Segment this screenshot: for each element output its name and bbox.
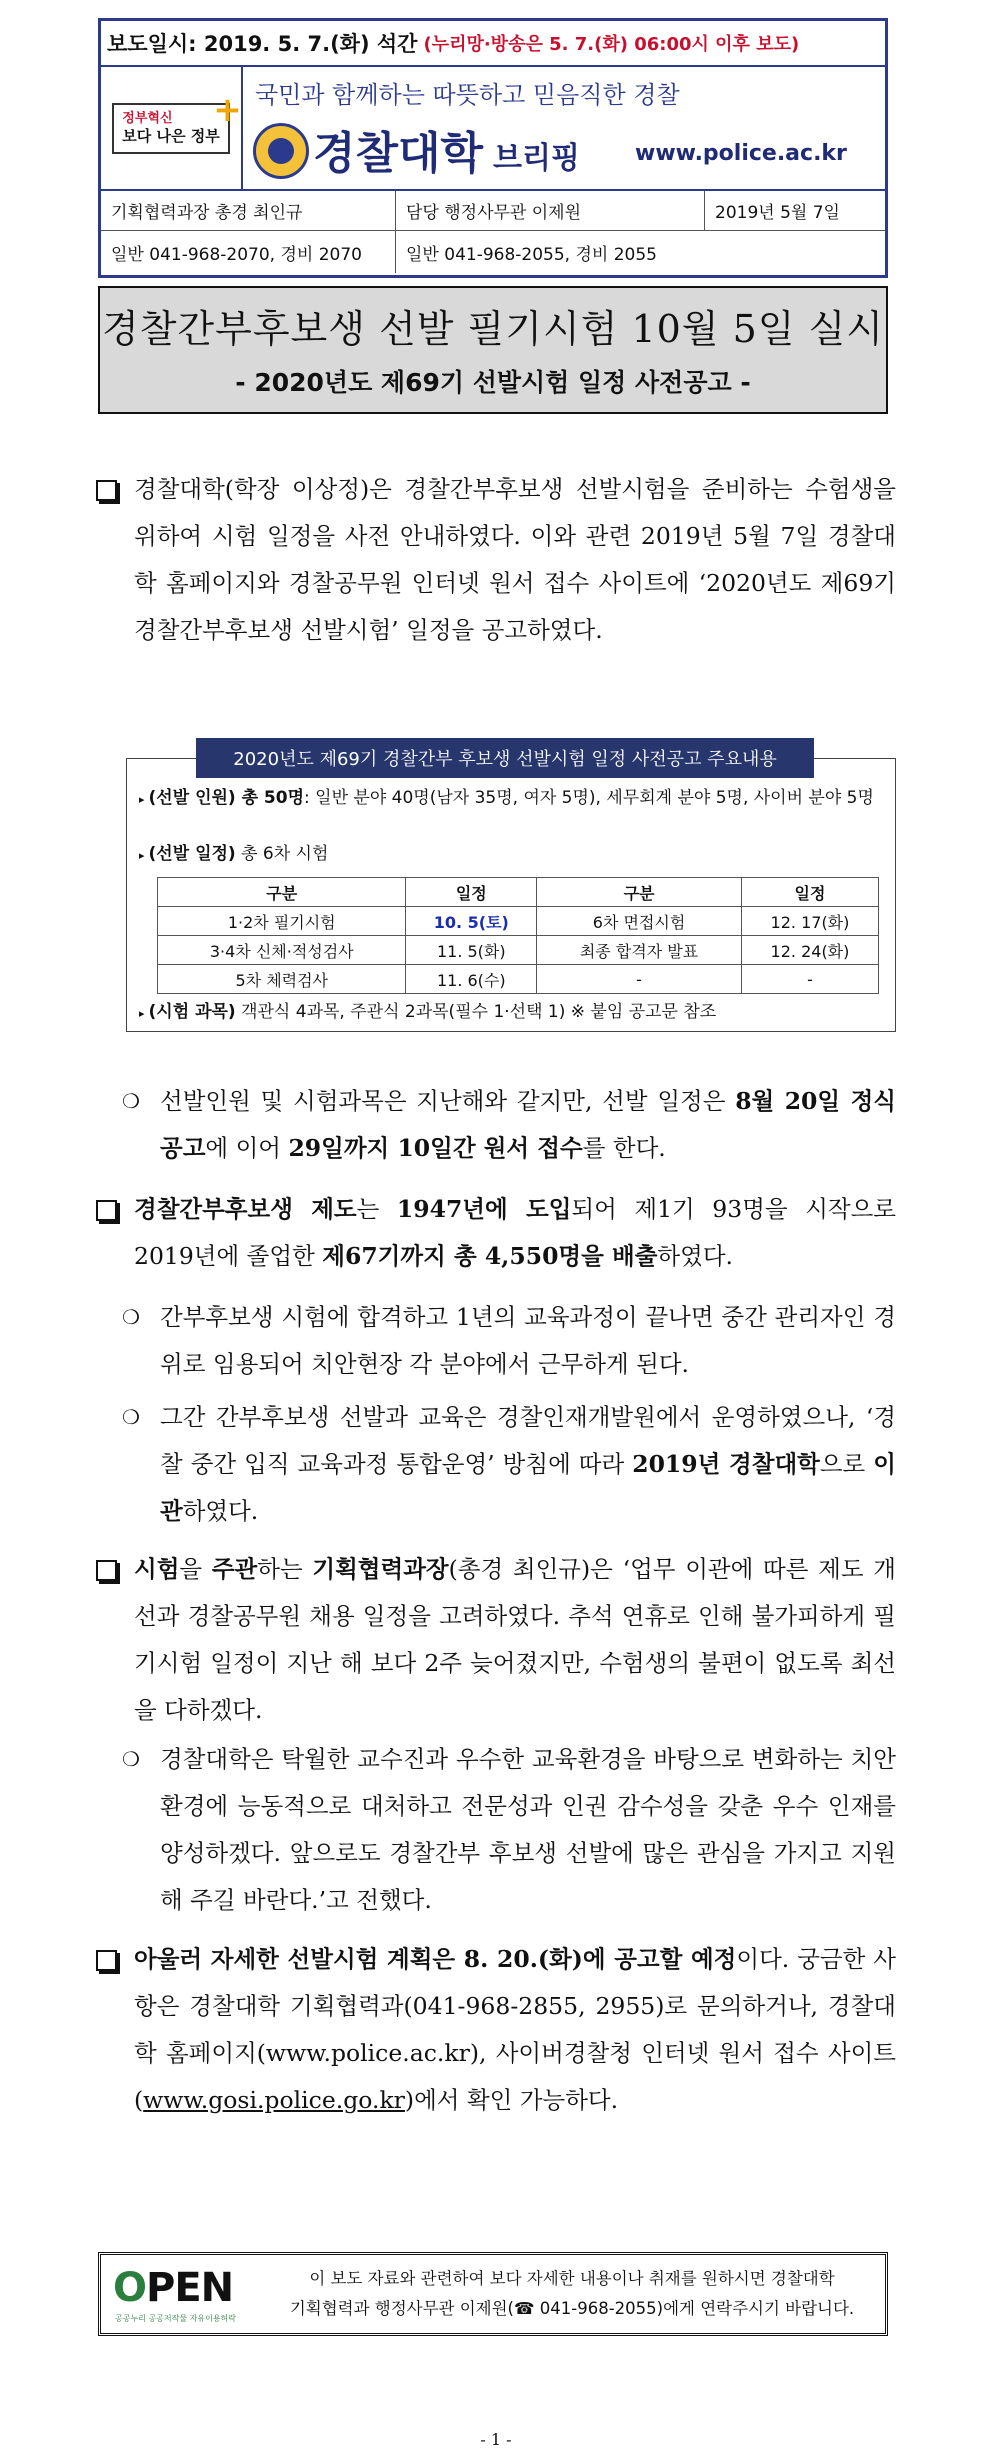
- circle-bullet-icon: ❍: [122, 1305, 140, 1329]
- contact-notice: [259, 2264, 885, 2324]
- contact-mid-phone: 일반 041-968-2055, 경비 2055: [406, 244, 657, 265]
- police-emblem-icon: [253, 123, 309, 179]
- table-cell: 6차 면접시험: [537, 907, 742, 936]
- checkbox-bullet-icon: [96, 1936, 117, 1987]
- triangle-bullet-icon: ▸: [139, 849, 145, 862]
- sub-paragraph-3-text: [160, 1394, 896, 1535]
- summary-item-3-label: (시험 과목): [148, 1002, 236, 1022]
- sub-paragraph-2-text: 간부후보생 시험에 합격하고 1년의 교육과정이 끝나면 중간 관리자인 경위로 임용되어 치안현장 각 분야에서 근무하게 된다.: [160, 1303, 896, 1378]
- bold-run: 1947년에 도입: [396, 1195, 572, 1223]
- summary-item-3-text: 객관식 4과목, 주관식 2과목(필수 1·선택 1) ※ 붙임 공고문 참조: [235, 1002, 717, 1022]
- table-header: 구분: [158, 878, 406, 907]
- release-date: 보도일시: 2019. 5. 7.(화) 석간: [107, 32, 418, 56]
- table-header: 구분: [537, 878, 742, 907]
- brand-row: [101, 67, 885, 191]
- text-run: 를 한다.: [582, 1134, 666, 1162]
- release-note: (누리망·방송은 5. 7.(화) 06:00시 이후 보도): [423, 34, 800, 55]
- text-run: 에 이어: [205, 1134, 289, 1162]
- text-run: 는: [356, 1195, 397, 1223]
- text-run: 그간 간부후보생 선발과 교육은 경찰인재개발원에서 운영하였으나, ‘경찰 중간 입직 교육과정 통합운영’ 방침에 따라: [160, 1403, 896, 1478]
- text-run: 이다. 궁금한 사항은 경찰대학 기획협력과(041-968-2855, 2955)로 문의하거나, 경찰대학 홈페이지(www.police.ac.kr), 사이버경찰청 인터넷 원서 접수 사이트(: [134, 1945, 896, 2114]
- plus-icon: +: [213, 89, 242, 130]
- bold-run: 8월 20일 정식 공고: [160, 1087, 896, 1162]
- release-info-row: [101, 21, 885, 67]
- sub-paragraph-3: [122, 1394, 896, 1535]
- bold-run: 주관: [211, 1555, 258, 1583]
- table-cell: 12. 17(화): [741, 907, 878, 936]
- text-run: (총경 최인규)은 ‘업무 이관에 따른 제도 개선과 경찰공무원 채용 일정을 고려하였다. 추석 연휴로 인해 불가피하게 필기시험 일정이 지난 해 보다 2주 늦어졌지만, 수험생의 불편이 없도록 최선을 다하겠다.: [134, 1555, 897, 1724]
- page-number: - 1 -: [480, 2430, 512, 2449]
- triangle-bullet-icon: ▸: [139, 1007, 145, 1020]
- brand-area: [243, 67, 885, 189]
- bold-run: 기획협력과장: [312, 1555, 449, 1583]
- circle-bullet-icon: ❍: [122, 1405, 140, 1429]
- paragraph-2-text: [134, 1186, 896, 1280]
- table-cell: 최종 합격자 발표: [537, 936, 742, 965]
- checkbox-bullet-icon: [96, 466, 117, 517]
- table-header-row: [158, 878, 879, 907]
- text-run: 을: [179, 1555, 212, 1583]
- paragraph-1: [96, 466, 896, 654]
- paragraph-4-text: [134, 1936, 896, 2124]
- checkbox-bullet-icon: [96, 1186, 117, 1237]
- table-cell: -: [741, 965, 878, 994]
- table-row: [158, 936, 879, 965]
- headline-box: [98, 286, 888, 414]
- text-run: 선발인원 및 시험과목은 지난해와 같지만, 선발 일정은: [160, 1087, 736, 1115]
- subheadline: - 2020년도 제69기 선발시험 일정 사전공고 -: [235, 368, 751, 397]
- contact-date: 2019년 5월 7일: [705, 191, 885, 231]
- open-license-box: [98, 2252, 888, 2336]
- text-run: 하였다.: [657, 1242, 733, 1270]
- text-run: )에서 확인 가능하다.: [404, 2086, 619, 2114]
- sub-paragraph-1-text: [160, 1078, 896, 1172]
- table-cell: 3·4차 신체·적성검사: [158, 936, 406, 965]
- summary-item-1: [139, 785, 885, 813]
- paragraph-1-text: 경찰대학(학장 이상정)은 경찰간부후보생 선발시험을 준비하는 수험생을 위하여 시험 일정을 사전 안내하였다. 이와 관련 2019년 5월 7일 경찰대학 홈페이지와 경찰공무원 인터넷 원서 접수 사이트에 ‘2020년도 제69기 경찰간부후보생 선발시험’ 일정을 공고하였다.: [134, 475, 896, 644]
- text-run: 하였다.: [182, 1497, 259, 1525]
- open-logo-text: PEN: [146, 2265, 234, 2311]
- contact-notice-line1: 이 보도 자료와 관련하여 보다 자세한 내용이나 취재를 원하시면 경찰대학: [309, 2269, 835, 2288]
- table-cell: 10. 5(토): [406, 907, 537, 936]
- contact-left-phone: 일반 041-968-2070, 경비 2070: [101, 231, 396, 273]
- table-cell: -: [537, 965, 742, 994]
- text-run: 되어 제1기 93명을 시작으로 2019년에 졸업한: [134, 1195, 896, 1270]
- table-cell: 11. 6(수): [406, 965, 537, 994]
- paragraph-2: [96, 1186, 896, 1280]
- gov-innovation-logo: [101, 67, 243, 189]
- table-cell: 12. 24(화): [741, 936, 878, 965]
- table-cell: 11. 5(화): [406, 936, 537, 965]
- open-logo: [109, 2259, 259, 2329]
- contact-notice-line2: 기획협력과 행정사무관 이제원(☎ 041-968-2055)에게 연락주시기 바랍니다.: [289, 2299, 855, 2318]
- bold-run: 경찰간부후보생 제도: [134, 1195, 357, 1223]
- summary-item-2-text: 총 6차 시험: [235, 844, 329, 864]
- circle-bullet-icon: ❍: [122, 1089, 140, 1113]
- table-cell: 1·2차 필기시험: [158, 907, 406, 936]
- org-name: 경찰대학: [313, 128, 484, 179]
- gosi-site-link[interactable]: www.gosi.police.go.kr: [143, 2086, 405, 2114]
- triangle-bullet-icon: ▸: [139, 793, 145, 806]
- open-logo-o-icon: O: [113, 2265, 147, 2311]
- paragraph-3-text: [134, 1546, 896, 1734]
- checkbox-bullet-icon: [96, 1546, 117, 1597]
- summary-item-3: [139, 999, 885, 1027]
- table-row: [158, 907, 879, 936]
- text-run: 하는: [257, 1555, 313, 1583]
- sub-paragraph-2: [122, 1294, 896, 1388]
- press-release-header: [98, 18, 888, 278]
- contact-mid-name: 담당 행정사무관 이제원: [396, 191, 705, 231]
- summary-item-2: [139, 841, 885, 869]
- table-header: 일정: [406, 878, 537, 907]
- brief-label: 브리핑: [493, 141, 580, 176]
- summary-item-1-text: : 일반 분야 40명(남자 35명, 여자 5명), 세무회계 분야 5명, 사이버 분야 5명: [304, 788, 874, 808]
- open-logo-caption: 공공누리 공공저작물 자유이용허락: [115, 2314, 237, 2323]
- sub-paragraph-4: [122, 1736, 896, 1924]
- paragraph-3: [96, 1546, 896, 1734]
- contact-left-name: 기획협력과장 총경 최인규: [101, 191, 396, 231]
- gov-logo-line1: 정부혁신: [122, 110, 173, 126]
- contact-grid: [101, 191, 885, 273]
- bold-run: 이관: [160, 1450, 896, 1525]
- text-run: 으로: [819, 1450, 874, 1478]
- circle-bullet-icon: ❍: [122, 1747, 140, 1771]
- open-logo-word: [113, 2265, 233, 2311]
- table-header: 일정: [741, 878, 878, 907]
- paragraph-4: [96, 1936, 896, 2124]
- summary-box: [126, 758, 896, 1032]
- bold-run: 29일까지 10일간 원서 접수: [288, 1134, 583, 1162]
- sub-paragraph-4-text: 경찰대학은 탁월한 교수진과 우수한 교육환경을 바탕으로 변화하는 치안환경에 능동적으로 대처하고 전문성과 인권 감수성을 갖춘 우수 인재를 양성하겠다. 앞으로도 경찰간부 후보생 선발에 많은 관심을 가지고 지원해 주길 바란다.’고 전했다.: [160, 1745, 896, 1914]
- table-cell: 5차 체력검사: [158, 965, 406, 994]
- summary-item-1-label: (선발 인원) 총 50명: [148, 788, 305, 808]
- gov-logo-line2: 보다 나은 정부: [122, 126, 220, 145]
- table-row: [158, 965, 879, 994]
- summary-title: 2020년도 제69기 경찰간부 후보생 선발시험 일정 사전공고 주요내용: [196, 738, 814, 778]
- bold-run: 시험: [134, 1555, 180, 1583]
- bold-run: 아울러 자세한 선발시험 계획은 8. 20.(화)에 공고할 예정: [134, 1945, 737, 1973]
- sub-paragraph-1: [122, 1078, 896, 1172]
- headline: 경찰간부후보생 선발 필기시험 10월 5일 실시: [102, 307, 884, 351]
- schedule-table: [157, 877, 879, 994]
- summary-item-2-label: (선발 일정): [148, 844, 236, 864]
- slogan: 국민과 함께하는 따뜻하고 믿음직한 경찰: [255, 81, 680, 109]
- website-text: www.police.ac.kr: [635, 141, 847, 166]
- bold-run: 2019년 경찰대학: [632, 1450, 820, 1478]
- bold-run: 제67기까지 총 4,550명을 배출: [322, 1242, 658, 1270]
- gov-logo-box: [112, 89, 242, 154]
